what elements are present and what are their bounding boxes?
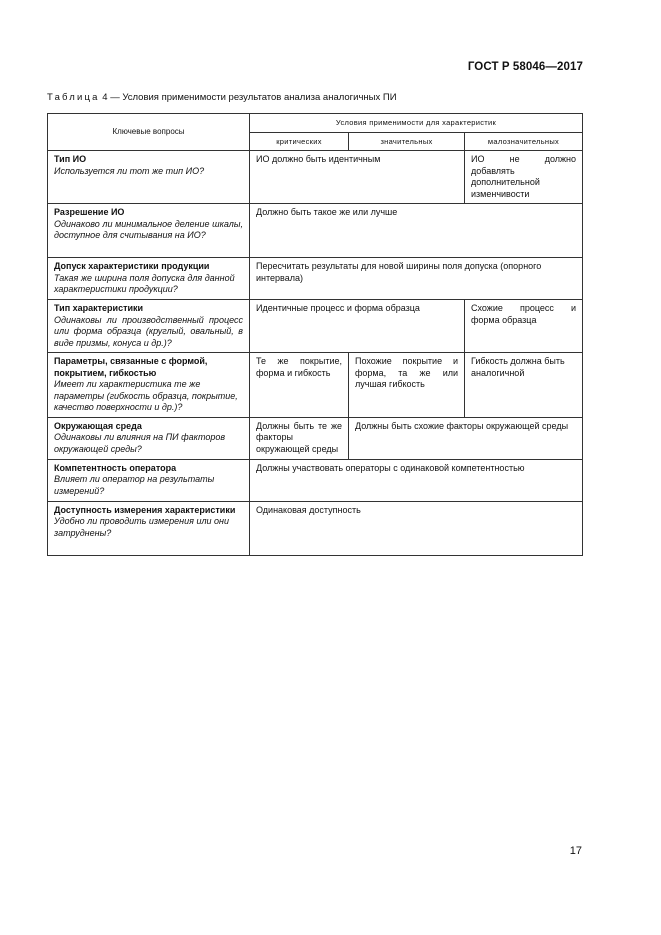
key-question-cell xyxy=(48,501,250,555)
table-row xyxy=(48,417,583,459)
key-question-cell xyxy=(48,300,250,353)
question-text: Используется ли тот же тип ИО? xyxy=(54,165,205,176)
condition-critical: Те же покрытие, форма и гибкость xyxy=(250,353,349,418)
header-key-questions: Ключевые вопросы xyxy=(48,114,250,151)
condition-critical: Должны быть те же факторы окружающей среды xyxy=(250,417,349,459)
question-text: Одинаковы ли производственный процесс или форма образца (круглый, овальный, в виде призмы, конуса и др.)? xyxy=(54,314,243,348)
table-caption-title: — Условия применимости результатов анализа аналогичных ПИ xyxy=(110,92,397,103)
key-question-cell xyxy=(48,417,250,459)
header-minor: малозначительных xyxy=(465,132,583,151)
condition-all: Пересчитать результаты для новой ширины поля допуска (опорного интервала) xyxy=(250,258,583,300)
document-code: ГОСТ Р 58046—2017 xyxy=(467,61,583,73)
question-text: Одинаково ли минимальное деление шкалы, доступное для считывания на ИО? xyxy=(54,218,243,240)
key-question-cell xyxy=(48,151,250,204)
question-title: Компетентность оператора xyxy=(54,462,177,473)
table-caption xyxy=(47,92,397,103)
question-text: Имеет ли характеристика те же параметры (гибкость образца, покрытие, качество поверхности и др.)? xyxy=(54,379,238,412)
condition-critical-significant: Идентичные процесс и форма образца xyxy=(250,300,465,353)
condition-all: Должны участвовать операторы с одинаковой компетентностью xyxy=(250,459,583,501)
question-text: Одинаковы ли влияния на ПИ факторов окружающей среды? xyxy=(54,432,226,454)
key-question-cell xyxy=(48,353,250,418)
applicability-table xyxy=(47,113,583,556)
question-title: Тип характеристики xyxy=(54,303,144,313)
question-text: Такая же ширина поля допуска для данной характеристики продукции? xyxy=(54,272,235,294)
table-row xyxy=(48,353,583,418)
question-title: Доступность измерения характеристики xyxy=(54,504,236,515)
condition-significant-minor: Должны быть схожие факторы окружающей среды xyxy=(349,417,583,459)
table-row xyxy=(48,501,583,555)
header-significant: значительных xyxy=(349,132,465,151)
question-text: Влияет ли оператор на результаты измерений? xyxy=(54,474,215,496)
header-critical: критических xyxy=(250,132,349,151)
table-row xyxy=(48,204,583,258)
condition-minor: Схожие процесс и форма образца xyxy=(465,300,583,353)
question-title: Допуск характеристики продукции xyxy=(54,261,210,271)
condition-minor: ИО не должно добавлять дополнительной изменчивости xyxy=(465,151,583,204)
page-number: 17 xyxy=(569,845,582,857)
question-title: Тип ИО xyxy=(54,154,87,164)
question-title: Разрешение ИО xyxy=(54,207,125,217)
key-question-cell xyxy=(48,204,250,258)
question-title: Окружающая среда xyxy=(54,420,142,431)
condition-all: Одинаковая доступность xyxy=(250,501,583,555)
table-row xyxy=(48,459,583,501)
table-row xyxy=(48,151,583,204)
table-row xyxy=(48,300,583,353)
table-row xyxy=(48,258,583,300)
condition-significant: Похожие покрытие и форма, та же или лучшая гибкость xyxy=(349,353,465,418)
question-text: Удобно ли проводить измерения или они затруднены? xyxy=(54,516,230,538)
key-question-cell xyxy=(48,459,250,501)
condition-critical-significant: ИО должно быть идентичным xyxy=(250,151,465,204)
question-title: Параметры, связанные с формой, покрытием, гибкостью xyxy=(54,356,208,378)
table-caption-number: 4 xyxy=(102,92,108,103)
header-applicability-group: Условия применимости для характеристик xyxy=(250,114,583,133)
condition-minor: Гибкость должна быть аналогичной xyxy=(465,353,583,418)
table-header-row xyxy=(48,114,583,133)
condition-all: Должно быть такое же или лучше xyxy=(250,204,583,258)
key-question-cell xyxy=(48,258,250,300)
table-caption-label: Таблица xyxy=(47,92,100,103)
